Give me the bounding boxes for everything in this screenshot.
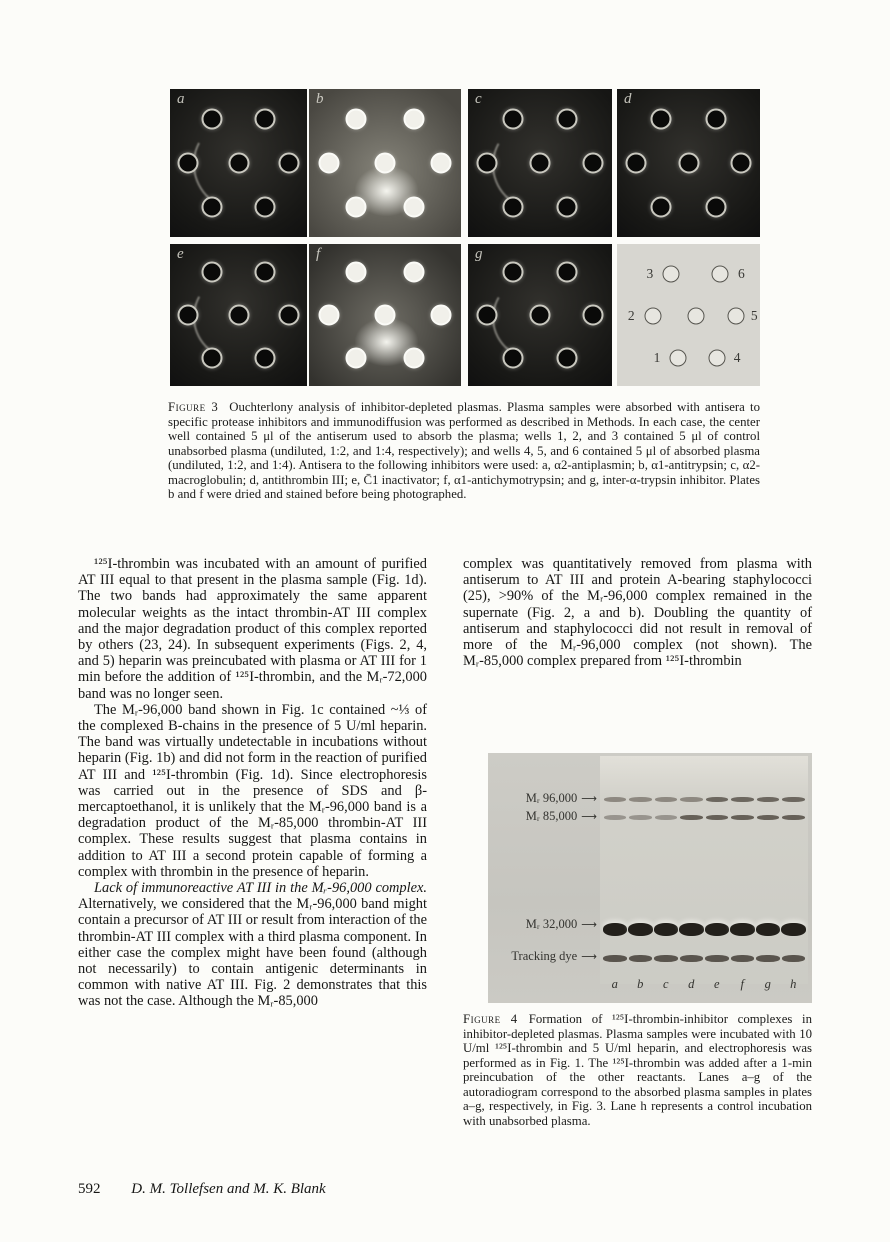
well-number: 6	[738, 265, 745, 281]
gel-band	[654, 955, 678, 962]
gel-strip	[600, 756, 808, 984]
plate-letter: f	[316, 246, 321, 262]
gel-band	[680, 797, 703, 802]
gel-band	[731, 815, 754, 820]
sample-well	[254, 347, 275, 368]
page-footer	[78, 1181, 326, 1198]
sample-well	[228, 305, 249, 326]
lane-letter: b	[637, 977, 644, 991]
gel-band	[655, 815, 678, 820]
sample-well	[403, 262, 424, 283]
left-column	[78, 556, 427, 1010]
lane-letter: e	[713, 977, 720, 991]
sample-well	[502, 108, 523, 129]
well-number: 4	[733, 349, 741, 365]
gel-band	[706, 797, 729, 802]
gel-band	[705, 923, 730, 936]
sample-well	[318, 305, 339, 326]
figure3-caption-text: Ouchterlony analysis of inhibitor-depleted plasmas. Plasma samples were absorbed with antisera to specific protease inhibitors and immunodiffusion was performed as described in Methods. In each case, the center well contained 5 μl of the antiserum used to absorb the plasma; wells 1, 2, and 3 contained 5 μl of control unabsorbed plasma (undiluted, 1:2, and 1:4, respectively); and wells 4, 5, and 6 contained 5 μl of absorbed plasma (undiluted, 1:2, and 1:4). Antisera to the following inhibitors were used: a, α2-antiplasmin; b, α1-antitrypsin; c, α2-macroglobulin; d, antithrombin III; e, C̄1 inactivator; f, α1-antichymotrypsin; and g, inter-α-trypsin inhibitor. Plates b and f were dried and stained before being photographed.	[168, 400, 760, 501]
sample-well	[502, 347, 523, 368]
plate-letter: e	[177, 246, 184, 262]
gel-band	[757, 797, 780, 802]
sample-well	[202, 197, 223, 218]
body-paragraph: complex was quantitatively removed from plasma with antiserum to AT III and protein A-bearing staphylococci (25), >90% of the Mᵣ-96,000 complex remained in the supernate (Fig. 2, a and b). Doubling the quantity of antiserum and staphylococci did not result in removal of more of the Mᵣ-96,000 complex (not shown). The Mᵣ-85,000 complex prepared from ¹²⁵I-thrombin	[463, 556, 812, 670]
plate-letter: g	[475, 246, 483, 262]
ouchterlony-plate-g	[468, 244, 612, 386]
sample-well	[254, 197, 275, 218]
band-row-96000	[602, 797, 806, 802]
gel-label-85000	[488, 809, 596, 824]
well-outline	[663, 265, 680, 282]
well-outline	[687, 308, 704, 325]
gel-band	[603, 955, 627, 962]
sample-well	[279, 153, 300, 174]
well-number: 3	[646, 265, 654, 281]
gel-band	[782, 815, 805, 820]
gel-band	[629, 955, 653, 962]
sample-well	[346, 262, 367, 283]
gel-band	[604, 815, 627, 820]
sample-well	[403, 347, 424, 368]
sample-well	[557, 262, 578, 283]
sample-well	[651, 108, 672, 129]
gel-label-text: Mᵣ 96,000	[525, 791, 578, 805]
gel-band	[705, 955, 729, 962]
ouchterlony-plate-d	[617, 89, 760, 237]
sample-well	[502, 197, 523, 218]
sample-well	[476, 305, 497, 326]
gel-band	[604, 797, 627, 802]
sample-well	[557, 108, 578, 129]
figure4-caption	[463, 1012, 812, 1128]
sample-well	[583, 305, 604, 326]
sample-well	[177, 305, 198, 326]
sample-well	[705, 108, 726, 129]
gel-label-tracking-dye	[488, 949, 596, 964]
well-numbering-diagram	[617, 244, 760, 386]
gel-band	[679, 923, 704, 936]
gel-label-text: Mᵣ 32,000	[525, 917, 578, 931]
gel-band	[730, 923, 755, 936]
ouchterlony-plate-c	[468, 89, 612, 237]
well-outline	[727, 308, 744, 325]
right-column	[463, 556, 812, 669]
well-outline	[670, 349, 687, 366]
sample-well	[557, 197, 578, 218]
figure3-caption-label: Figure 3	[168, 400, 219, 414]
sample-well	[625, 153, 646, 174]
gel-band	[654, 923, 679, 936]
ouchterlony-plate-b	[309, 89, 461, 237]
plate-letter: b	[316, 91, 324, 107]
gel-band	[706, 815, 729, 820]
sample-well	[557, 347, 578, 368]
sample-well	[583, 153, 604, 174]
sample-well	[346, 108, 367, 129]
gel-band	[731, 955, 755, 962]
well-outline	[644, 308, 661, 325]
sample-well	[705, 197, 726, 218]
band-row-32000	[602, 923, 806, 936]
sample-well	[279, 305, 300, 326]
lane-letters	[602, 977, 806, 992]
well-outline	[711, 265, 728, 282]
gel-label-96000	[488, 791, 596, 806]
body-paragraph	[78, 880, 427, 1010]
right-arrow-icon: ⟶	[581, 792, 596, 805]
plate-letter: d	[624, 91, 632, 107]
right-arrow-icon: ⟶	[581, 950, 596, 963]
gel-band	[782, 955, 806, 962]
lane-letter: g	[764, 977, 771, 991]
sample-well	[346, 197, 367, 218]
sample-well	[431, 305, 452, 326]
sample-well	[254, 108, 275, 129]
well-number: 1	[653, 349, 661, 365]
gel-band	[629, 797, 652, 802]
lane-letter: a	[611, 977, 618, 991]
sample-well	[202, 108, 223, 129]
gel-label-text: Tracking dye	[511, 949, 578, 963]
well-number: 2	[627, 308, 635, 324]
page-number: 592	[78, 1181, 101, 1197]
gel-band	[655, 797, 678, 802]
sample-well	[651, 197, 672, 218]
gel-band	[782, 797, 805, 802]
figure4-caption-label: Figure 4	[463, 1012, 518, 1026]
right-arrow-icon: ⟶	[581, 810, 596, 823]
ouchterlony-plate-f	[309, 244, 461, 386]
sample-well	[346, 347, 367, 368]
gel-band	[680, 955, 704, 962]
gel-label-text: Mᵣ 85,000	[525, 809, 578, 823]
figure3-caption	[168, 400, 760, 502]
sample-well	[318, 153, 339, 174]
right-arrow-icon: ⟶	[581, 918, 596, 931]
figure3-image	[170, 89, 760, 387]
band-row-tracking-dye	[602, 955, 806, 962]
sample-well	[403, 108, 424, 129]
gel-band	[731, 797, 754, 802]
figure4-caption-text: Formation of ¹²⁵I-thrombin-inhibitor complexes in inhibitor-depleted plasmas. Plasma samples were incubated with 10 U/ml ¹²⁵I-thrombin and 5 U/ml heparin, and electrophoresis was performed as in Fig. 1. The ¹²⁵I-thrombin was added after a 1-min preincubation of the other reactants. Lanes a–g of the autoradiogram correspond to the absorbed plasma samples in plates a–g, respectively, in Fig. 3. Lane h represents a control incubation with unabsorbed plasma.	[463, 1012, 812, 1128]
gel-band	[680, 815, 703, 820]
lane-letter: h	[790, 977, 797, 991]
gel-band	[756, 923, 781, 936]
sample-well	[403, 197, 424, 218]
paragraph-rest: Alternatively, we considered that the Mᵣ-96,000 band might contain a precursor of AT III or result from interaction of the thrombin-AT III complex with a third plasma component. In either case the complex might have been found (although not necessarily) to contain antigenic determinants in common with native AT III. Fig. 2 demonstrates that this was not the case. Although the Mᵣ-85,000	[78, 896, 427, 1010]
sample-well	[731, 153, 752, 174]
sample-well	[502, 262, 523, 283]
band-row-85000	[602, 815, 806, 820]
body-paragraph: ¹²⁵I-thrombin was incubated with an amount of purified AT III equal to that present in the plasma sample (Fig. 1d). The two bands had approximately the same apparent molecular weights as the intact thrombin-AT III complex and the major degradation product of this complex reported by others (23, 24). In subsequent experiments (Figs. 2, 4, and 5) heparin was preincubated with plasma or AT III for 1 min before the addition of ¹²⁵I-thrombin, and the Mᵣ-72,000 band was no longer seen.	[78, 556, 427, 702]
ouchterlony-plate-a	[170, 89, 307, 237]
gel-band	[781, 923, 806, 936]
sample-well	[375, 153, 396, 174]
well-outline	[709, 349, 726, 366]
well-number: 5	[750, 308, 758, 324]
figure4-image	[488, 753, 812, 1003]
plate-letter: c	[475, 91, 482, 107]
lane-letter: f	[740, 977, 744, 991]
lane-letter: d	[688, 977, 695, 991]
sample-well	[530, 305, 551, 326]
plate-letter: a	[177, 91, 185, 107]
sample-well	[254, 262, 275, 283]
sample-well	[177, 153, 198, 174]
gel-band	[756, 955, 780, 962]
gel-band	[603, 923, 628, 936]
paragraph-lead: Lack of immunoreactive AT III in the Mᵣ-96,000 complex.	[94, 880, 427, 897]
sample-well	[476, 153, 497, 174]
body-paragraph: The Mᵣ-96,000 band shown in Fig. 1c contained ~⅓ of the complexed B-chains in the presence of 5 U/ml heparin. The band was virtually undetectable in incubations without heparin (Fig. 1b) and did not form in the reaction of purified AT III and ¹²⁵I-thrombin (Fig. 1d). Since electrophoresis was carried out in the presence of SDS and β-mercaptoethanol, it is unlikely that the Mᵣ-96,000 band is a degradation product of the Mᵣ-85,000 thrombin-AT III complex. These results suggest that plasma contains in addition to AT III a second protein capable of forming a complex with thrombin in the presence of heparin.	[78, 701, 427, 880]
gel-band	[757, 815, 780, 820]
sample-well	[375, 305, 396, 326]
sample-well	[530, 153, 551, 174]
lane-letter: c	[662, 977, 669, 991]
running-authors: D. M. Tollefsen and M. K. Blank	[131, 1181, 326, 1197]
gel-band	[629, 815, 652, 820]
ouchterlony-plate-e	[170, 244, 307, 386]
sample-well	[678, 153, 699, 174]
gel-band	[628, 923, 653, 936]
sample-well	[202, 347, 223, 368]
sample-well	[202, 262, 223, 283]
sample-well	[431, 153, 452, 174]
gel-label-32000	[488, 917, 596, 932]
sample-well	[228, 153, 249, 174]
